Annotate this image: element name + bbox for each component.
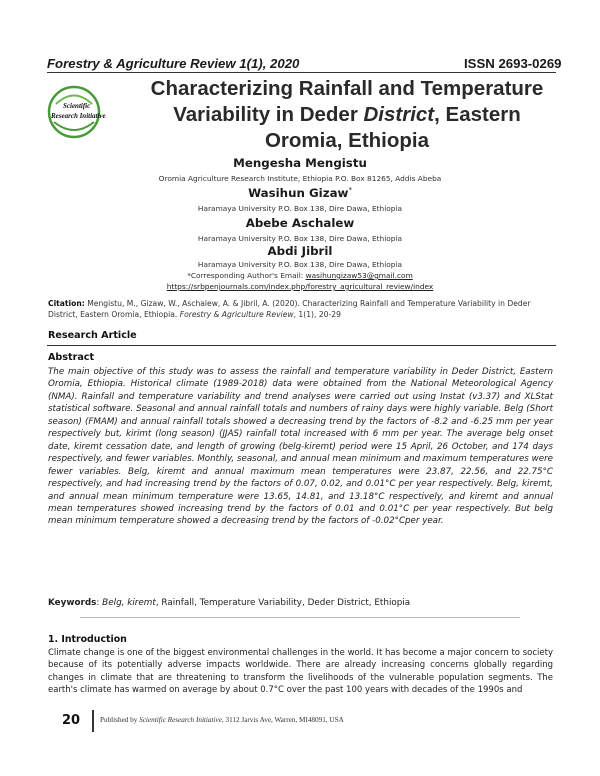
publisher-logo (44, 82, 128, 142)
divider (80, 617, 520, 618)
author-name: Abdi Jibril (267, 244, 333, 258)
introduction-heading: 1. Introduction (48, 634, 127, 645)
abstract-text: The main objective of this study was to assess the rainfall and temperature variability in Deder District, Eastern Oromia, Ethiopia. Historical climate (1989-2018) data were obtained from the National Meteorological Agency (NMA). Rainfall and temperature variability and trend analyses were carried out using Instat (v3.37) and XLStat statistical software. Seasonal and annual rainfall totals and numbers of rainy days were highly variable. Belg (Short season) (FMAM) and annual rainfall totals showed a decreasing trend by the factors of -8.2 and -6.25 mm per year respectively but, kirimt (long season) (JJAS) rainfall total increased with 6 mm per year. The average belg onset date, kiremt cessation date, and length of growing (belg-kiremt) period were 15 April, 26 October, and 174 days respectively, and fewer variables. Monthly, seasonal, and annual mean minimum and maximum temperatures were fewer variables. Belg, kiremt and annual maximum mean temperatures were 23.87, 22.56, and 22.75°C respectively, and had increasing trend by the factors of 0.07, 0.02, and 0.01°C per year respectively. Belg, kiremt, and annual mean minimum temperature were 13.65, 14.81, and 13.18°C respectively, and kiremt and annual mean temperatures showed increasing trend by the factors of 0.01 and 0.01°C per year respectively. But belg mean minimum temperature showed a decreasing trend by the factors of -0.02°Cper year. (48, 367, 553, 527)
issn-header: ISSN 2693-0269 (464, 56, 562, 71)
introduction-text: Climate change is one of the biggest environmental challenges in the world. It has become a major concern to society because of its potentially adverse impacts worldwide. There are already increasing concerns globally regarding changes in climate that are threatening to transform the livelihoods of the vulnerable population segments. The earth's climate has warmed on average by about 0.7°C over the past 100 years with decades of the 1990s and (48, 648, 553, 696)
page-number: 20 (62, 713, 81, 728)
journal-url (0, 282, 600, 291)
author-affiliation: Oromia Agriculture Research Institute, Ethiopia P.O. Box 81265, Addis Abeba (158, 174, 442, 183)
abstract-heading: Abstract (48, 352, 95, 363)
author-affiliation: Haramaya University P.O. Box 138, Dire Dawa, Ethiopia (197, 234, 403, 243)
email-link[interactable]: wasihungizaw53@gmail.com (305, 271, 413, 280)
author-affiliation: Haramaya University P.O. Box 138, Dire Dawa, Ethiopia (197, 204, 403, 213)
keywords: Keywords: Belg, kiremt, Rainfall, Temperature Variability, Deder District, Ethiopia (48, 598, 411, 608)
footer-divider (92, 710, 94, 732)
header-rule (47, 72, 556, 73)
svg-text:Research Initiative: Research Initiative (51, 112, 106, 120)
article-title: Characterizing Rainfall and Temperature Variability in Deder District, Eastern Oromia, Ethiopia (150, 77, 544, 152)
footer-publisher: Published by Scientific Research Initiative, 3112 Jarvis Ave, Warren, MI48091, USA (100, 716, 344, 724)
citation: Citation: Mengistu, M., Gizaw, W., Aschalew, A. & Jibril, A. (2020). Characterizing Rainfall and Temperature Variability in Deder District, Eastern Oromia, Ethiopia. Forestry & Agriculture Review, 1(1), 20-29 (48, 299, 531, 319)
svg-text:Scientific: Scientific (63, 102, 91, 110)
author-name: Mengesha Mengistu (233, 156, 367, 170)
author-affiliation: Haramaya University P.O. Box 138, Dire Dawa, Ethiopia (197, 260, 403, 269)
corresponding-author: *Corresponding Author's Email: wasihungizaw53@gmail.com (187, 271, 413, 280)
author-name: Wasihun Gizaw* (248, 186, 352, 200)
article-type: Research Article (48, 330, 137, 341)
author-name: Abebe Aschalew (245, 216, 355, 230)
section-rule (47, 345, 556, 346)
journal-url-link[interactable]: https://srbpenjournals.com/index.php/forestry_agricultural_review/index (166, 282, 434, 291)
journal-header: Forestry & Agriculture Review 1(1), 2020 (47, 56, 300, 71)
